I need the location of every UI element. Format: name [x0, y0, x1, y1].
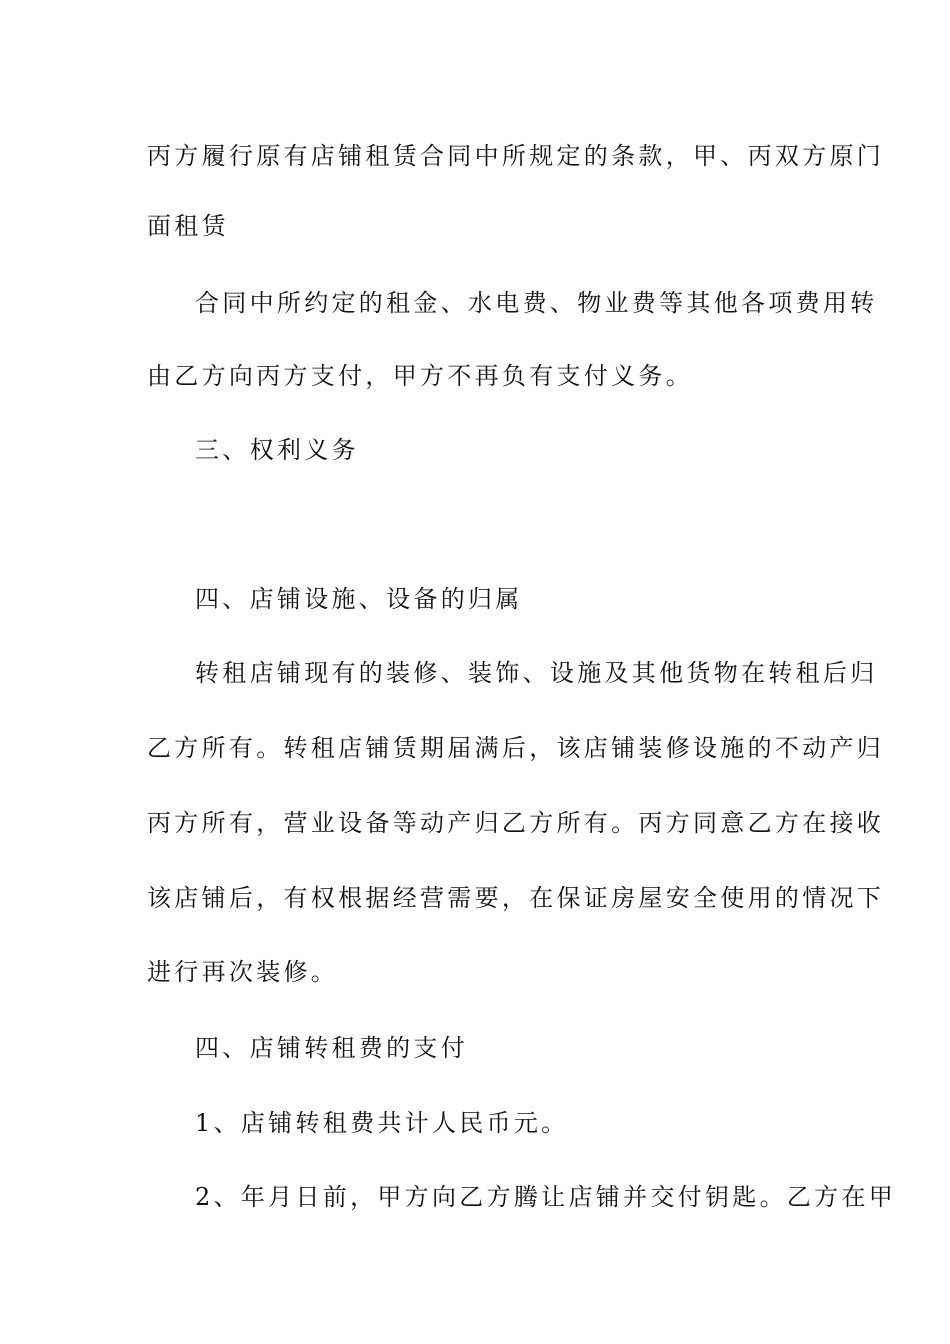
list-item: 2、年月日前，甲方向乙方腾让店铺并交付钥匙。乙方在甲 [195, 1183, 897, 1211]
text-line: 进行再次装修。 [147, 958, 339, 986]
text-line: 丙方所有，营业设备等动产归乙方所有。丙方同意乙方在接收 [147, 809, 885, 837]
list-item: 1、店铺转租费共计人民币元。 [195, 1109, 569, 1137]
text-line: 由乙方向丙方支付，甲方不再负有支付义务。 [147, 362, 693, 390]
text-line: 乙方所有。转租店铺赁期届满后，该店铺装修设施的不动产归 [147, 734, 885, 762]
text-line: 转租店铺现有的装修、装饰、设施及其他货物在转租后归 [195, 659, 878, 687]
text-line: 丙方履行原有店铺租赁合同中所规定的条款，甲、丙双方原门 [147, 142, 885, 170]
section-heading: 四、店铺设施、设备的归属 [195, 585, 523, 613]
text-line: 合同中所约定的租金、水电费、物业费等其他各项费用转 [195, 289, 878, 317]
section-heading: 四、店铺转租费的支付 [195, 1034, 468, 1062]
text-line: 面租赁 [147, 212, 229, 240]
text-line: 该店铺后，有权根据经营需要，在保证房屋安全使用的情况下 [147, 884, 885, 912]
section-heading: 三、权利义务 [195, 436, 359, 464]
